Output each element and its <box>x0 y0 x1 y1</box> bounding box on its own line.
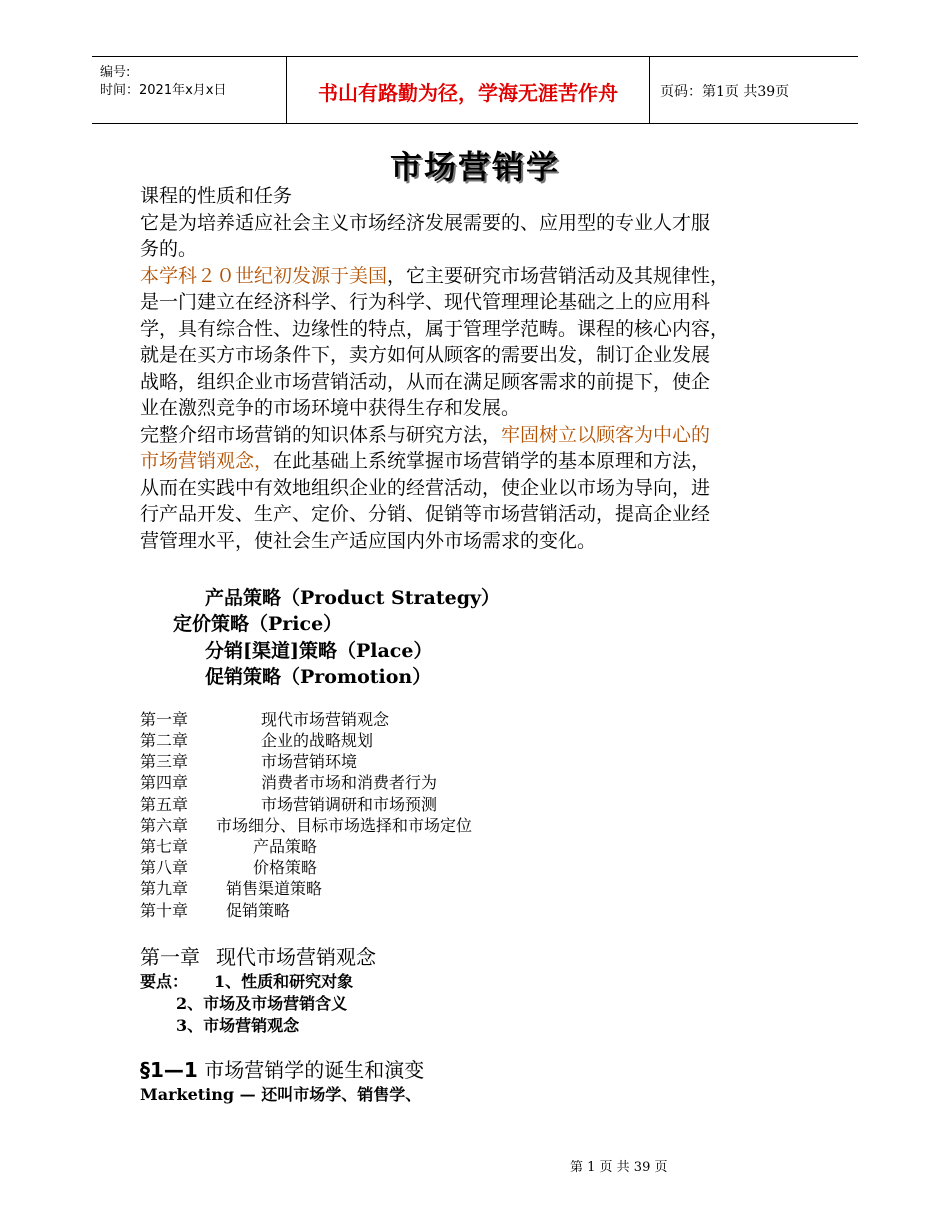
para1-line: 务的。 <box>140 238 198 260</box>
page-header <box>92 56 858 124</box>
chapter-title: 产品策略 <box>253 837 318 856</box>
para2-line: 学，具有综合性、边缘性的特点，属于管理学范畴。课程的核心内容， <box>140 317 730 340</box>
chapter-title: 市场细分、目标市场选择和市场定位 <box>216 816 473 835</box>
section-title: 市场营销学的诞生和演变 <box>204 1058 425 1082</box>
chapter-title: 现代市场营销观念 <box>261 710 390 729</box>
chapter-num: 第三章 <box>140 752 189 771</box>
para2-first-rest: ，它主要研究市场营销活动及其规律性， <box>387 264 730 287</box>
chapter1-num: 第一章 <box>140 945 200 969</box>
chapter-title: 销售渠道策略 <box>226 879 323 898</box>
para2-line: 就是在买方市场条件下，卖方如何从顾客的需要出发，制订企业发展 <box>140 344 711 366</box>
chapter1-title: 现代市场营销观念 <box>216 945 376 969</box>
para3-line: 从而在实践中有效地组织企业的经营活动，使企业以市场为导向，进 <box>140 476 711 499</box>
page-info: 页码：第1页 共39页 <box>660 84 790 100</box>
header-page-cell <box>650 57 858 123</box>
chapter-num: 第二章 <box>140 731 189 750</box>
section-num: §1—1 <box>140 1058 198 1082</box>
chapter-title: 市场营销环境 <box>261 752 358 771</box>
chapter1-heading <box>140 941 392 970</box>
para3-line: 行产品开发、生产、定价、分销、促销等市场营销活动，提高企业经 <box>140 503 711 525</box>
intro-heading: 课程的性质和任务 <box>140 185 293 207</box>
chapter-num: 第六章 <box>140 816 189 835</box>
para3-second-rest: 在此基础上系统掌握市场营销学的基本原理和方法， <box>273 450 711 472</box>
chapter-title: 企业的战略规划 <box>261 731 374 750</box>
motto: 书山有路勤为径，学海无涯苦作舟 <box>318 81 618 105</box>
number-label: 编号: <box>100 65 131 80</box>
chapter-title: 价格策略 <box>253 858 318 877</box>
strategy-product: 产品策略（Product Strategy） <box>205 587 501 609</box>
chapter-num: 第一章 <box>140 710 189 729</box>
header-left-cell <box>92 57 287 123</box>
para3-second-line <box>140 448 810 475</box>
para2-line: 战略，组织企业市场营销活动，从而在满足顾客需求的前提下，使企 <box>140 370 711 393</box>
para3-first-line <box>140 422 810 449</box>
chapter-num: 第七章 <box>140 837 189 856</box>
chapter-num: 第四章 <box>140 773 189 792</box>
chapter-num: 第九章 <box>140 879 189 898</box>
chapter-title: 消费者市场和消费者行为 <box>261 773 438 792</box>
chapter-num: 第八章 <box>140 858 189 877</box>
header-motto-cell <box>287 57 650 123</box>
chapter-num: 第五章 <box>140 795 189 814</box>
marketing-line <box>140 1082 421 1105</box>
para1-line: 它是为培养适应社会主义市场经济发展需要的、应用型的专业人才服 <box>140 211 711 234</box>
strategy-place: 分销[渠道]策略（Place） <box>205 640 433 662</box>
strategy-price: 定价策略（Price） <box>173 613 343 635</box>
page-footer: 第 1 页 共 39 页 <box>570 1160 668 1175</box>
points-label: 要点： <box>140 972 189 991</box>
time-label: 时间：2021年x月x日 <box>100 83 227 98</box>
document-title: 市场营销学 <box>389 148 560 186</box>
chapter-title: 市场营销调研和市场预测 <box>261 795 438 814</box>
para2-line: 是一门建立在经济科学、行为科学、现代管理理论基础之上的应用科 <box>140 291 711 313</box>
intro-section <box>140 183 810 554</box>
chapter-title: 促销策略 <box>226 901 291 920</box>
marketing-term: Marketing <box>140 1085 235 1104</box>
marketing-desc: — 还叫市场学、销售学、 <box>234 1085 422 1104</box>
para3-first-highlight: 牢固树立以顾客为中心的 <box>501 423 711 446</box>
section-heading <box>140 1054 424 1083</box>
para3-second-highlight: 市场营销观念， <box>140 450 274 472</box>
point-item: 1、性质和研究对象 <box>214 972 354 991</box>
chapter-num: 第十章 <box>140 901 189 920</box>
para2-highlight: 本学科２０世纪初发源于美国 <box>140 264 388 287</box>
para3-line: 营管理水平，使社会生产适应国内外市场需求的变化。 <box>140 529 597 552</box>
point-item: 3、市场营销观念 <box>176 1016 300 1035</box>
para2-first-line <box>140 263 810 290</box>
point-item: 2、市场及市场营销含义 <box>176 994 348 1013</box>
para3-first: 完整介绍市场营销的知识体系与研究方法， <box>140 423 502 446</box>
para2-line: 业在激烈竞争的市场环境中获得生存和发展。 <box>140 397 521 419</box>
strategy-promotion: 促销策略（Promotion） <box>205 666 432 688</box>
